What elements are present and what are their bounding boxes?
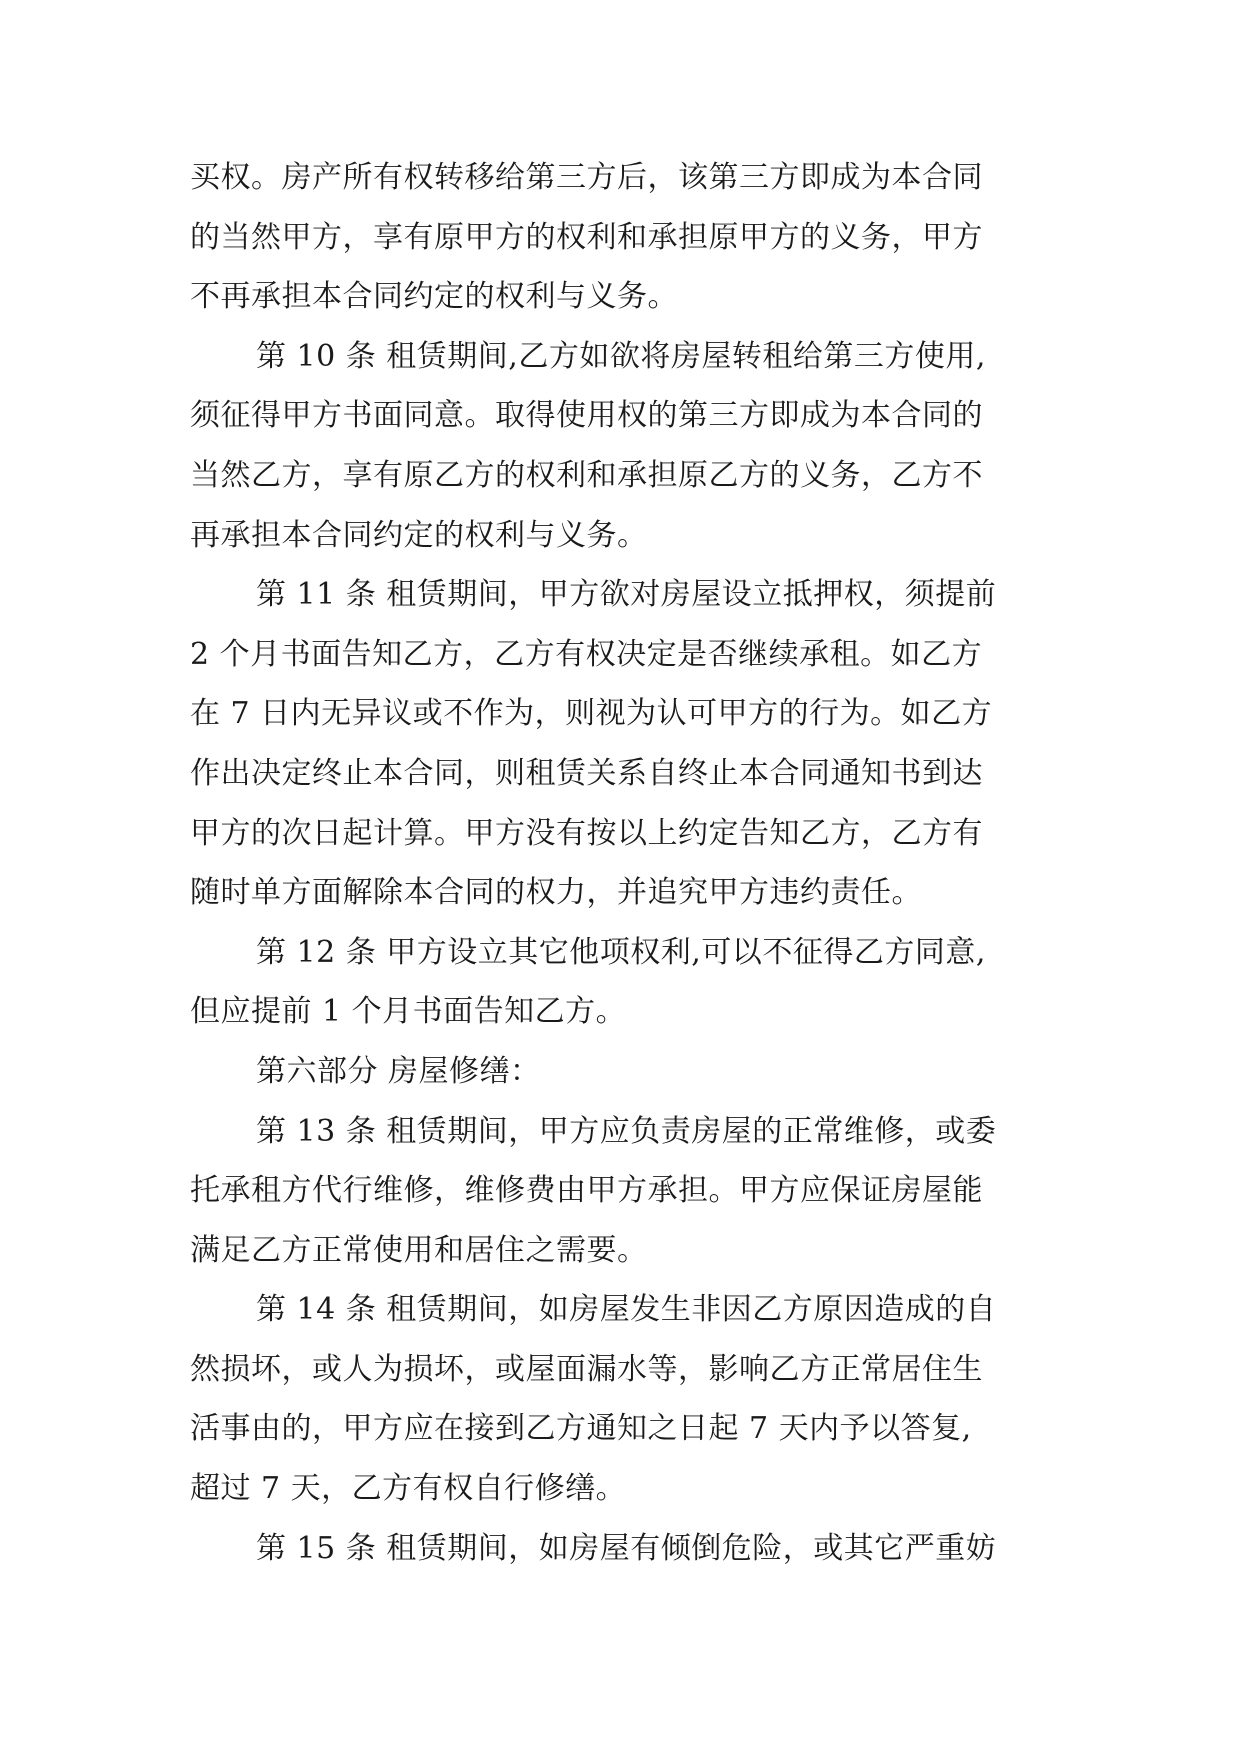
- text-line: 第 10 条 租赁期间,乙方如欲将房屋转租给第三方使用,: [256, 338, 986, 374]
- text-line: 买权。房产所有权转移给第三方后，该第三方即成为本合同: [190, 160, 983, 195]
- text-line: 随时单方面解除本合同的权力，并追究甲方违约责任。: [190, 875, 922, 911]
- text-line: 但应提前 1 个月书面告知乙方。: [190, 994, 627, 1030]
- text-line: 活事由的，甲方应在接到乙方通知之日起 7 天内予以答复,: [190, 1411, 972, 1447]
- text-line: 的当然甲方，享有原甲方的权利和承担原甲方的义务，甲方: [190, 219, 983, 255]
- text-line: 当然乙方，享有原乙方的权利和承担原乙方的义务，乙方不: [190, 457, 983, 493]
- text-line: 满足乙方正常使用和居住之需要。: [190, 1232, 648, 1268]
- text-line: 第 11 条 租赁期间，甲方欲对房屋设立抵押权，须提前: [256, 577, 997, 613]
- text-line: 第六部分 房屋修缮：: [256, 1053, 541, 1089]
- document-body: [190, 148, 1050, 1578]
- text-line: 作出决定终止本合同，则租赁关系自终止本合同通知书到达: [190, 755, 983, 791]
- text-line: 超过 7 天，乙方有权自行修缮。: [190, 1471, 627, 1507]
- text-line: 第 12 条 甲方设立其它他项权利,可以不征得乙方同意,: [256, 934, 986, 970]
- text-line: 甲方的次日起计算。甲方没有按以上约定告知乙方，乙方有: [190, 815, 983, 851]
- text-line: 在 7 日内无异议或不作为，则视为认可甲方的行为。如乙方: [190, 696, 993, 732]
- text-line: 不再承担本合同约定的权利与义务。: [190, 279, 678, 315]
- text-line: 第 14 条 租赁期间，如房屋发生非因乙方原因造成的自: [256, 1292, 997, 1328]
- text-line: 须征得甲方书面同意。取得使用权的第三方即成为本合同的: [190, 398, 983, 434]
- text-line: 2 个月书面告知乙方，乙方有权决定是否继续承租。如乙方: [190, 636, 983, 672]
- text-line: 然损坏，或人为损坏，或屋面漏水等，影响乙方正常居住生: [190, 1351, 983, 1387]
- text-line: 再承担本合同约定的权利与义务。: [190, 517, 648, 553]
- text-line: 托承租方代行维修，维修费由甲方承担。甲方应保证房屋能: [190, 1173, 983, 1209]
- text-line: 第 15 条 租赁期间，如房屋有倾倒危险，或其它严重妨: [256, 1530, 997, 1566]
- text-line: 第 13 条 租赁期间，甲方应负责房屋的正常维修，或委: [256, 1113, 997, 1149]
